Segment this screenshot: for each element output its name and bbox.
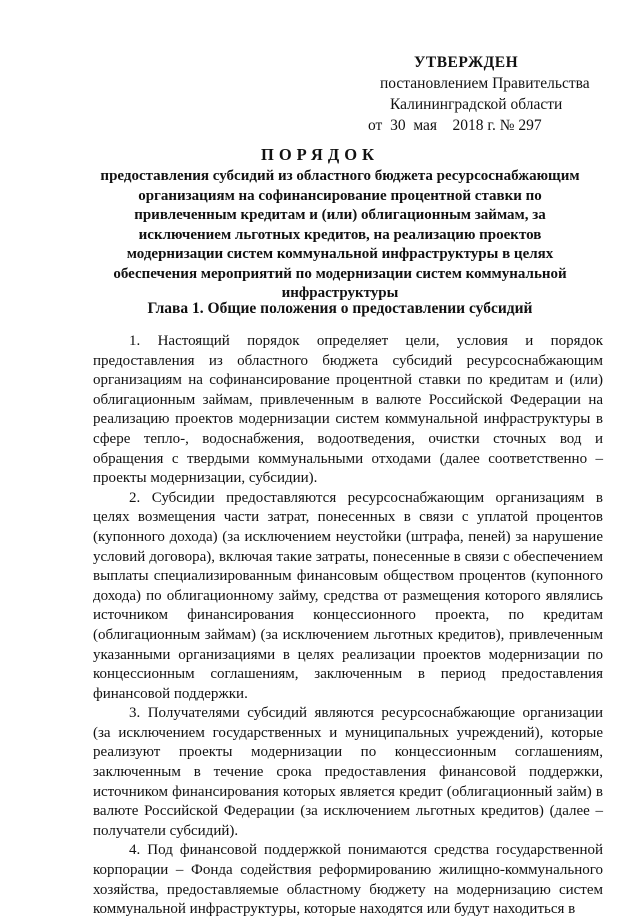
approval-block xyxy=(368,52,622,136)
paragraph-4: 4. Под финансовой поддержкой понимаются средства государственной корпорации – Фонда содействия реформированию жилищно-коммунального хозяйства, предоставляемые областному бюджету на модернизацию систем коммунальной инфраструктуры, которые находятся или будут находиться в xyxy=(93,842,603,918)
document-subtitle: предоставления субсидий из областного бюджета ресурсоснабжающим организациям на софинансирование процентной ставки по привлеченным кредитам и (или) облигационным займам, за исключением льготных кредитов, на реализацию проектов модернизации систем коммунальной инфраструктуры в целях обеспечения мероприятий по модернизации систем коммунальной инфраструктуры xyxy=(100,168,580,301)
paragraph-1: 1. Настоящий порядок определяет цели, условия и порядок предоставления из областного бюджета субсидий ресурсоснабжающим организациям на софинансирование процентной ставки по кредитам и (или) облигационным займам, привлеченным в валюте Российской Федерации на реализацию проектов модернизации систем коммунальной инфраструктуры в сфере тепло-, водоснабжения, водоотведения, очистки сточных вод и обращения с твердыми коммунальными отходами (далее соответственно – проекты модернизации, субсидии). xyxy=(93,333,603,487)
paragraph-2: 2. Субсидии предоставляются ресурсоснабжающим организациям в целях возмещения части затрат, понесенных в связи с уплатой процентов (купонного дохода) (за исключением неустойки (штрафа, пеней) за нарушение условий договора), включая такие затраты, понесенные в связи с обеспечением выплаты специализированным финансовым обществом процентов (купонного дохода) по облигационному займу, средства от размещения которого являлись источником финансирования концессионного проекта, по кредитам (облигационным займам) (за исключением льготных кредитов), привлеченным указанными организациями в целях реализации проектов модернизации по концессионным соглашениям, заключенным в период предоставления финансовой поддержки. xyxy=(93,489,603,702)
approval-region-line: Калининградской области xyxy=(390,96,563,113)
approval-title: УТВЕРЖДЕН xyxy=(414,54,519,71)
approval-date-number-line: от 30 мая 2018 г. № 297 xyxy=(368,117,542,134)
chapter-heading: Глава 1. Общие положения о предоставлении субсидий xyxy=(147,300,533,317)
document-body xyxy=(93,332,603,920)
paragraph-3: 3. Получателями субсидий являются ресурсоснабжающие организации (за исключением государственных и муниципальных учреждений), которые реализуют проекты модернизации по концессионным соглашениям, заключенным в течение срока предоставления финансовой поддержки, источником финансирования которых является кредит (облигационный займ) в валюте Российской Федерации (за исключением льготных кредитов) (далее – получатели субсидий). xyxy=(93,705,603,839)
approval-resolution-line: постановлением Правительства xyxy=(380,75,590,92)
document-title: ПОРЯДОК xyxy=(261,145,379,164)
